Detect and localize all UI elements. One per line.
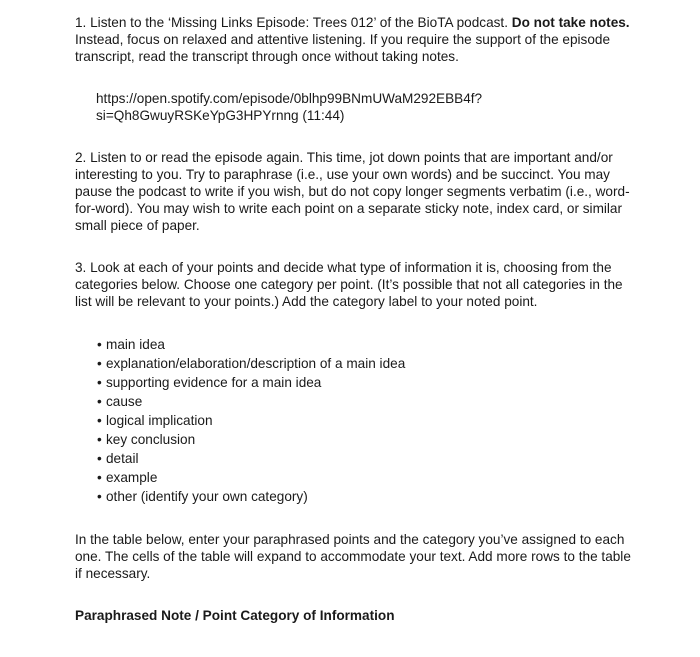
- list-item: [97, 335, 635, 354]
- podcast-link[interactable]: [96, 90, 635, 124]
- category-label: explanation/elaboration/description of a main idea: [106, 356, 406, 371]
- bullet-icon: •: [97, 451, 102, 466]
- table-header-row: Paraphrased Note / Point Category of Information: [75, 608, 395, 623]
- list-item: [97, 373, 635, 392]
- step-1-text-a: 1. Listen to the ‘Missing Links Episode: Trees 012’ of the BioTA podcast.: [75, 15, 512, 30]
- step-2-paragraph: 2. Listen to or read the episode again. This time, jot down points that are important and/or interesting to you. Try to paraphrase (i.e., use your own words) and be succinct. You may pause the podcast to write if you wish, but do not copy longer segments verbatim (i.e., word-for-word). You may wish to write each point on a separate sticky note, index card, or similar small piece of paper.: [75, 150, 630, 233]
- step-3-paragraph: 3. Look at each of your points and decide what type of information it is, choosing from the categories below. Choose one category per point. (It’s possible that not all categories in the list will be relevant to your points.) Add the category label to your noted point.: [75, 260, 623, 309]
- podcast-link-line-2[interactable]: si=Qh8GwuyRSKeYpG3HPYrnng (11:44): [96, 108, 345, 123]
- category-label: other (identify your own category): [106, 489, 308, 504]
- list-item: [97, 411, 635, 430]
- list-item: [97, 430, 635, 449]
- category-label: cause: [106, 394, 143, 409]
- category-label: supporting evidence for a main idea: [106, 375, 322, 390]
- document-page: [75, 14, 635, 624]
- list-item: [97, 468, 635, 487]
- category-label: main idea: [106, 337, 165, 352]
- step-1-paragraph: [75, 14, 635, 65]
- bullet-icon: •: [97, 413, 102, 428]
- category-label: key conclusion: [106, 432, 196, 447]
- list-item: [97, 487, 635, 506]
- category-label: example: [106, 470, 158, 485]
- list-item: [97, 392, 635, 411]
- bullet-icon: •: [97, 432, 102, 447]
- category-label: detail: [106, 451, 139, 466]
- category-label: logical implication: [106, 413, 213, 428]
- bullet-icon: •: [97, 337, 102, 352]
- table-instructions: In the table below, enter your paraphrased points and the category you’ve assigned to each one. The cells of the table will expand to accommodate your text. Add more rows to the table if necessary.: [75, 532, 631, 581]
- podcast-link-line-1[interactable]: https://open.spotify.com/episode/0blhp99BNmUWaM292EBB4f?: [96, 91, 483, 106]
- category-list: [75, 335, 635, 506]
- bullet-icon: •: [97, 375, 102, 390]
- list-item: [97, 449, 635, 468]
- bullet-icon: •: [97, 394, 102, 409]
- list-item: [97, 354, 635, 373]
- bullet-icon: •: [97, 470, 102, 485]
- step-1-bold-text: Do not take notes.: [511, 15, 630, 30]
- bullet-icon: •: [97, 489, 102, 504]
- bullet-icon: •: [97, 356, 102, 371]
- step-1-text-b: Instead, focus on relaxed and attentive listening. If you require the support of the episode transcript, read the transcript through once without taking notes.: [75, 32, 611, 64]
